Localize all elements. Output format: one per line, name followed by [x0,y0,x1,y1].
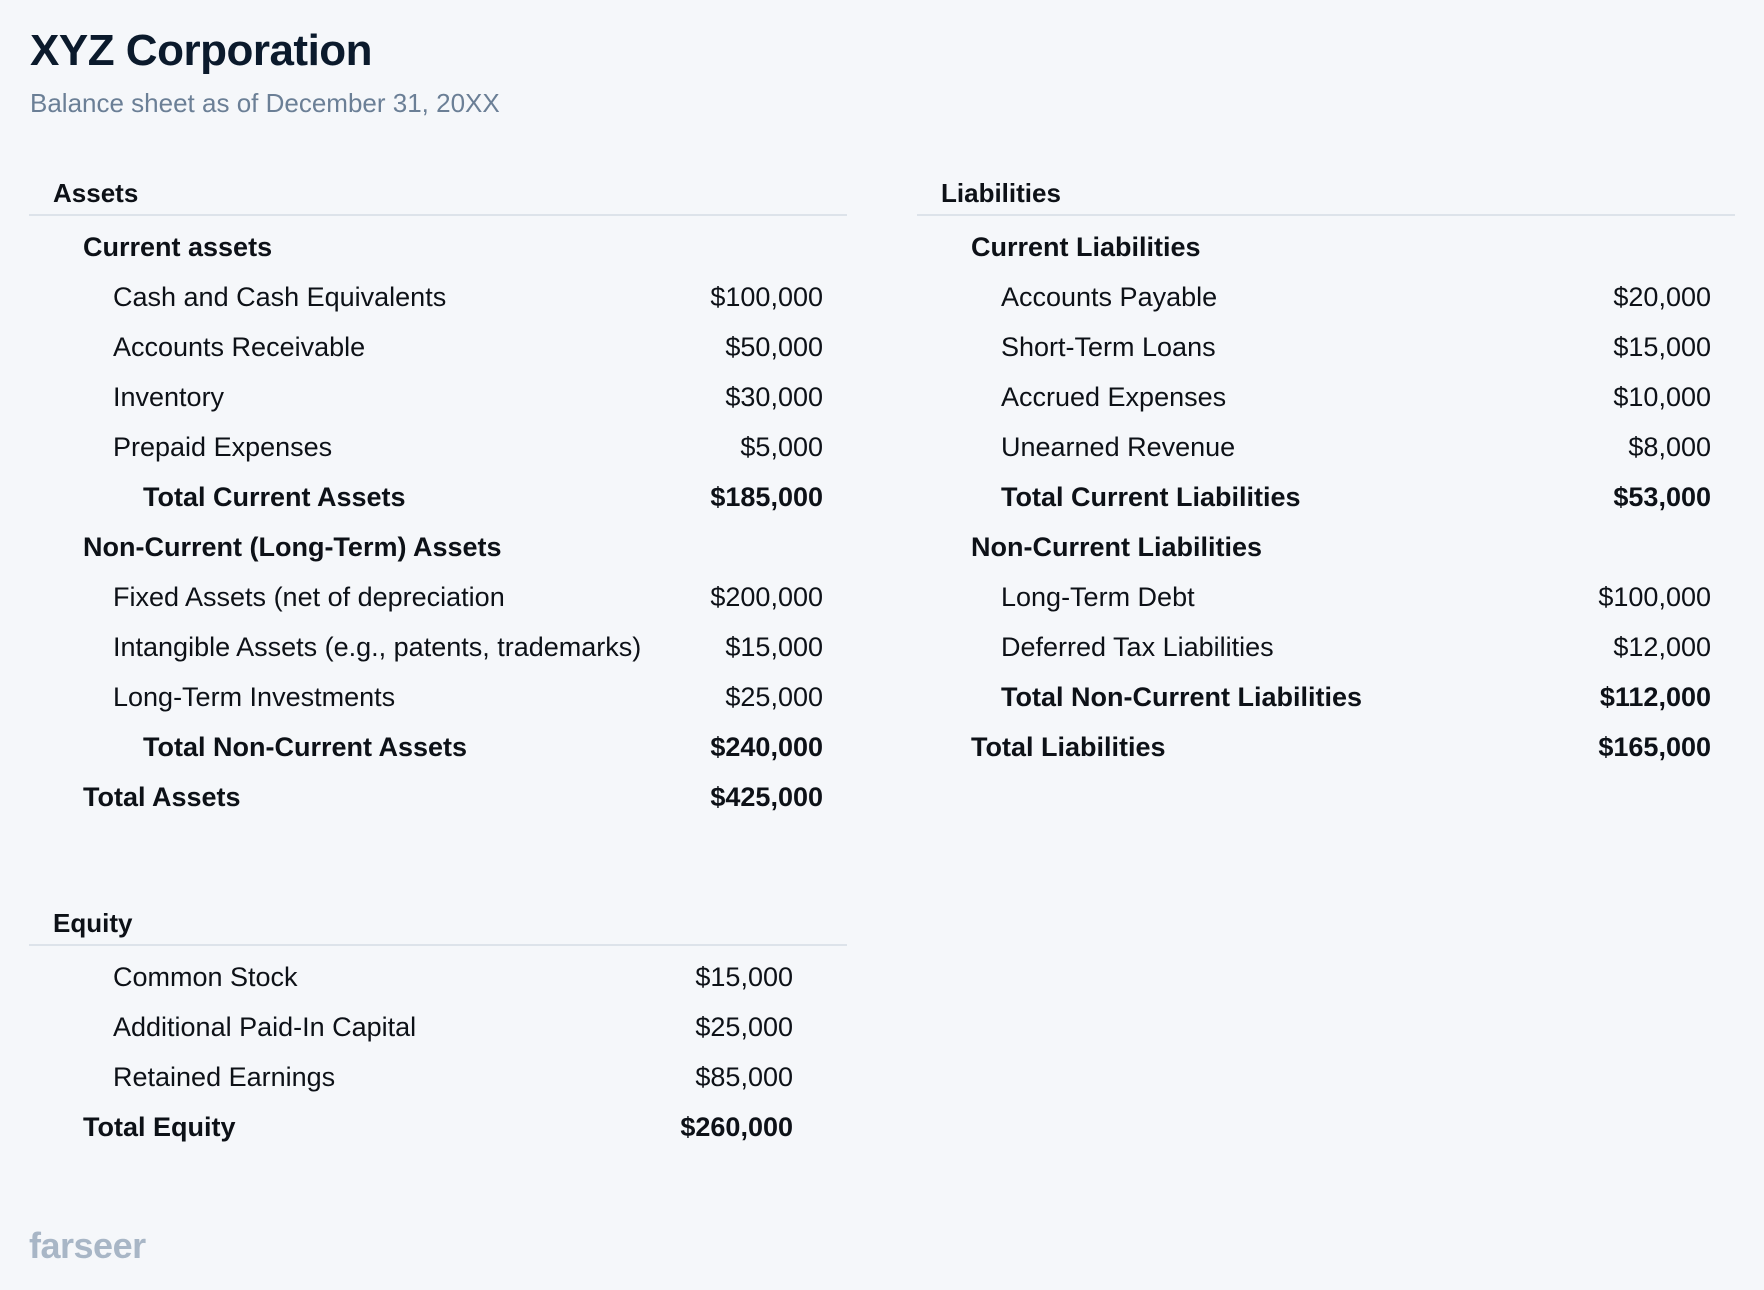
row-label: Prepaid Expenses [113,431,333,462]
table-row [29,372,847,422]
row-label: Total Liabilities [971,731,1166,762]
row-value: $185,000 [710,481,823,512]
row-label: Accounts Payable [1001,281,1218,312]
table-row [917,272,1735,322]
row-label: Current assets [83,231,273,262]
row-label: Non-Current (Long-Term) Assets [83,531,502,562]
total-equity-row [29,1102,847,1152]
row-value: $20,000 [1613,281,1711,312]
table-row [29,952,847,1002]
row-value: $25,000 [695,1011,793,1042]
row-label: Total Non-Current Liabilities [1001,681,1363,712]
row-label: Total Current Assets [143,481,406,512]
page-subtitle: Balance sheet as of December 31, 20XX [30,88,500,118]
total-noncurrent-liabilities-row [917,672,1735,722]
row-label: Cash and Cash Equivalents [113,281,447,312]
row-value: $200,000 [710,581,823,612]
row-value: $15,000 [695,961,793,992]
total-assets-row [29,772,847,822]
row-value: $260,000 [680,1111,793,1142]
table-row [917,572,1735,622]
row-value: $8,000 [1628,431,1711,462]
row-label: Fixed Assets (net of depreciation [113,581,505,612]
row-value: $15,000 [725,631,823,662]
row-value: $240,000 [710,731,823,762]
current-assets-subheading [29,222,847,272]
liabilities-heading: Liabilities [917,172,1735,216]
table-row [29,572,847,622]
table-row [29,422,847,472]
row-label: Common Stock [113,961,298,992]
row-value: $85,000 [695,1061,793,1092]
total-current-liabilities-row [917,472,1735,522]
table-row [917,372,1735,422]
table-row [29,1052,847,1102]
table-row [29,1002,847,1052]
row-label: Inventory [113,381,225,412]
row-value: $425,000 [710,781,823,812]
table-row [917,622,1735,672]
row-value: $112,000 [1599,681,1711,712]
row-label: Intangible Assets (e.g., patents, trademarks) [113,631,642,662]
row-value: $100,000 [1598,581,1711,612]
farseer-logo: farseer [29,1225,146,1266]
equity-section [29,902,847,1152]
row-value: $5,000 [740,431,823,462]
row-value: $30,000 [725,381,823,412]
noncurrent-assets-subheading [29,522,847,572]
row-label: Current Liabilities [971,231,1201,262]
table-row [917,322,1735,372]
row-value: $53,000 [1613,481,1711,512]
row-value: $10,000 [1613,381,1711,412]
equity-heading: Equity [29,902,847,946]
row-label: Long-Term Investments [113,681,396,712]
assets-section [29,172,847,822]
total-noncurrent-assets-row [29,722,847,772]
row-label: Long-Term Debt [1001,581,1195,612]
row-label: Total Current Liabilities [1001,481,1301,512]
row-label: Accrued Expenses [1001,381,1227,412]
assets-heading: Assets [29,172,847,216]
liabilities-section [917,172,1735,772]
row-value: $15,000 [1613,331,1711,362]
row-label: Non-Current Liabilities [971,531,1263,562]
row-label: Deferred Tax Liabilities [1001,631,1274,662]
row-value: $12,000 [1613,631,1711,662]
noncurrent-liabilities-subheading [917,522,1735,572]
row-value: $50,000 [725,331,823,362]
total-liabilities-row [917,722,1735,772]
total-current-assets-row [29,472,847,522]
row-label: Total Non-Current Assets [143,731,468,762]
row-label: Total Assets [83,781,241,812]
table-row [29,672,847,722]
row-label: Retained Earnings [113,1061,336,1092]
row-label: Accounts Receivable [113,331,366,362]
row-label: Short-Term Loans [1001,331,1216,362]
row-value: $100,000 [710,281,823,312]
table-row [917,422,1735,472]
row-label: Additional Paid-In Capital [113,1011,417,1042]
row-label: Unearned Revenue [1001,431,1236,462]
table-row [29,322,847,372]
current-liabilities-subheading [917,222,1735,272]
table-row [29,272,847,322]
table-row [29,622,847,672]
row-value: $25,000 [725,681,823,712]
page-title: XYZ Corporation [30,26,373,75]
row-label: Total Equity [83,1111,236,1142]
row-value: $165,000 [1598,731,1711,762]
